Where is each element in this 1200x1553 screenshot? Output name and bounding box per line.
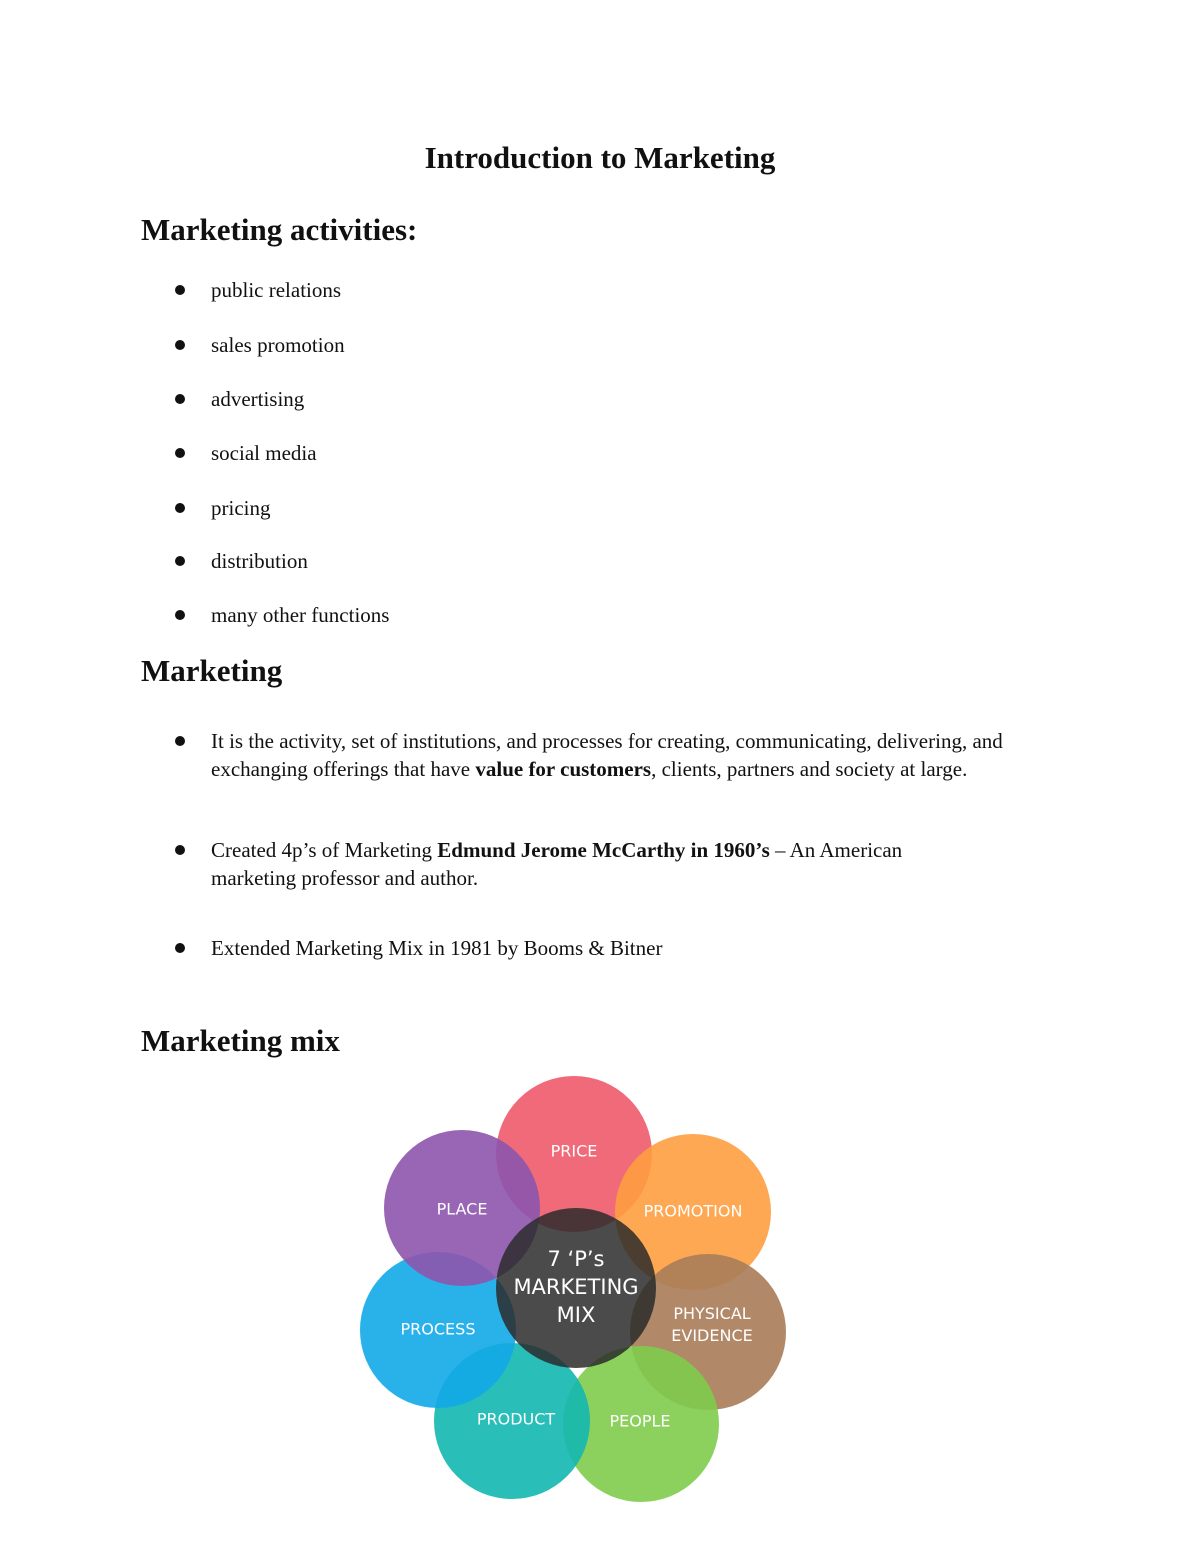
list-item: pricing xyxy=(211,494,1071,522)
list-item: advertising xyxy=(211,385,1071,413)
center-label: 7 ‘P’s MARKETING MIX xyxy=(513,1247,639,1327)
bullet-dot xyxy=(175,394,185,404)
heading-marketing: Marketing xyxy=(141,653,283,688)
label-process: PROCESS xyxy=(400,1319,476,1339)
list-item: many other functions xyxy=(211,601,1071,629)
list-item: sales promotion xyxy=(211,331,1071,359)
heading-marketing-mix: Marketing mix xyxy=(141,1023,340,1058)
label-promotion: PROMOTION xyxy=(643,1201,743,1221)
bullet-dot xyxy=(175,556,185,566)
label-physical-evidence: PHYSICAL EVIDENCE xyxy=(671,1303,753,1345)
list-item: distribution xyxy=(211,547,1071,575)
bullet-dot xyxy=(175,340,185,350)
heading-marketing-activities: Marketing activities: xyxy=(141,212,418,247)
list-item-extended-mix: Extended Marketing Mix in 1981 by Booms & Bitner xyxy=(211,934,1071,962)
list-item: social media xyxy=(211,439,1071,467)
bullet-dot xyxy=(175,448,185,458)
marketing-mix-svg xyxy=(360,1072,790,1502)
bullet-dot xyxy=(175,943,185,953)
marketing-mix-diagram xyxy=(360,1072,790,1502)
bullet-dot xyxy=(175,285,185,295)
bullet-dot xyxy=(175,736,185,746)
label-place: PLACE xyxy=(436,1199,488,1219)
label-people: PEOPLE xyxy=(609,1411,671,1431)
bullet-dot xyxy=(175,503,185,513)
bullet-dot xyxy=(175,610,185,620)
label-product: PRODUCT xyxy=(476,1409,556,1429)
label-price: PRICE xyxy=(550,1141,598,1161)
bullet-dot xyxy=(175,845,185,855)
list-item-4ps: Created 4p’s of Marketing Edmund Jerome McCarthy in 1960’s – An American marketing professor and author. xyxy=(211,836,911,892)
document-title: Introduction to Marketing xyxy=(424,140,776,175)
list-item-definition: It is the activity, set of institutions, and processes for creating, communicating, delivering, and exchanging offerings that have value for customers, clients, partners and society at large. xyxy=(211,727,1071,783)
list-item: public relations xyxy=(211,276,1071,304)
